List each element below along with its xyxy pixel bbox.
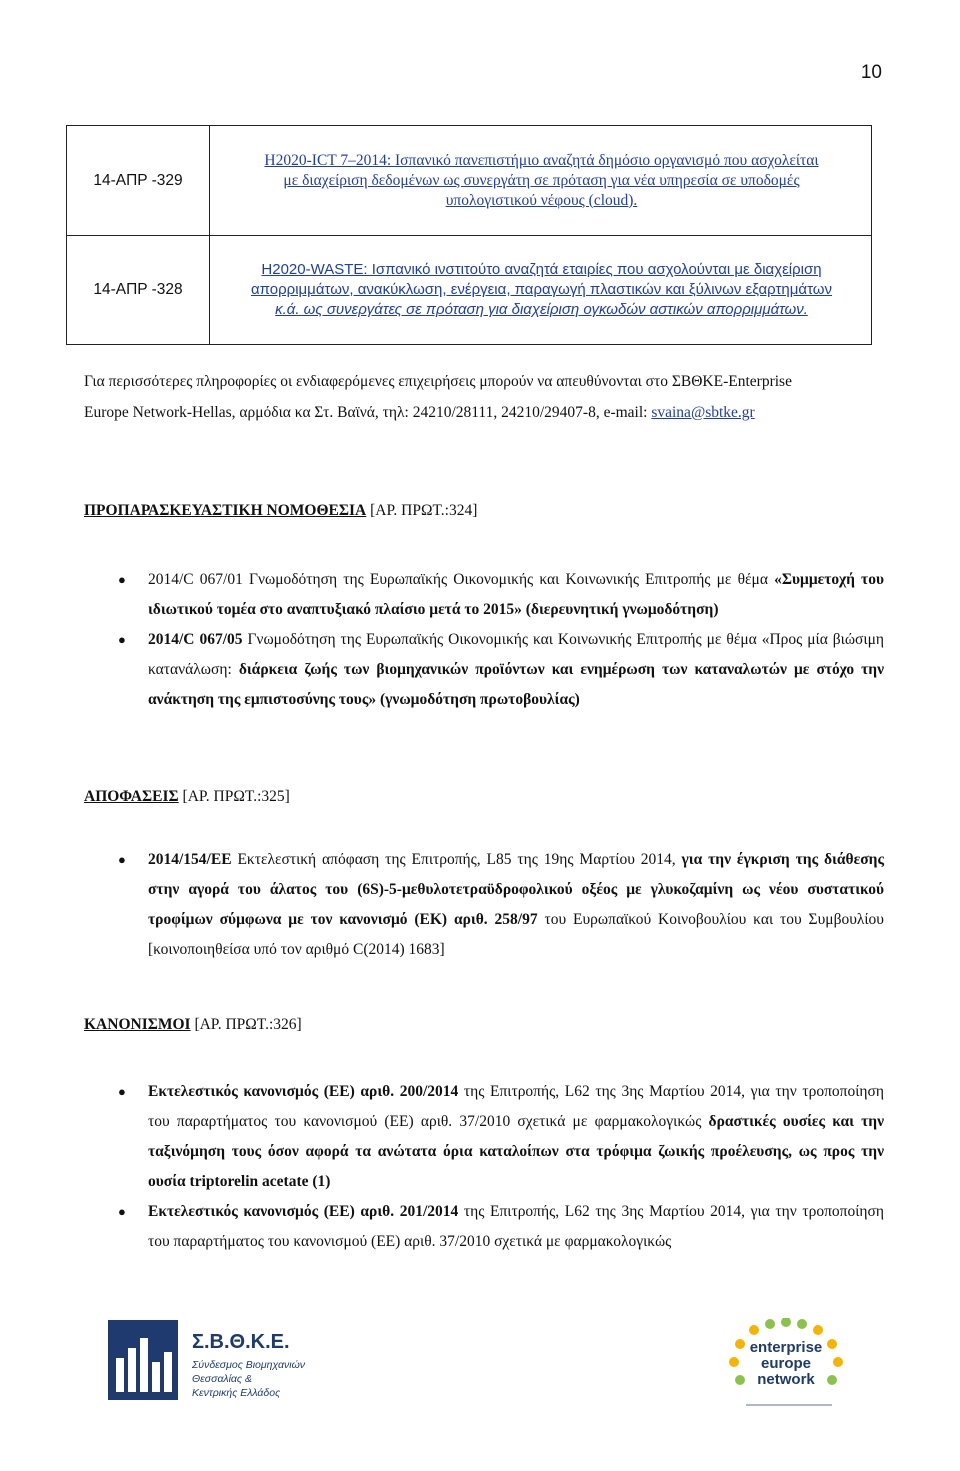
- contact-paragraph: [84, 366, 884, 428]
- table-row: [67, 126, 872, 236]
- item-text: Εκτελεστική απόφαση της Επιτροπής, L85 της 19ης Μαρτίου 2014,: [231, 851, 682, 868]
- opportunity-description: [210, 126, 872, 236]
- opportunity-link[interactable]: H2020-ICT 7–2014: Ισπανικό πανεπιστήμιο αναζητά δημόσιο οργανισμό που ασχολείται: [264, 151, 819, 169]
- een-logo-tagline: [746, 1404, 832, 1406]
- page-number: 10: [860, 62, 882, 83]
- item-bold-text: «Συμμετοχή του ιδιωτικού τομέα στο αναπτυξιακό πλαίσιο μετά το 2015» (διερευνητική: [148, 571, 885, 618]
- contact-text: Για περισσότερες πληροφορίες οι ενδιαφερόμενες επιχειρήσεις μπορούν να απευθύνονται στο ΣΒΘΚΕ-Enterprise: [84, 373, 792, 390]
- section-ref: [ΑΡ. ΠΡΩΤ.:326]: [190, 1016, 302, 1033]
- contact-text: Europe Network-Hellas, αρμόδια κα Στ. Βαϊνά, τηλ: 24210/28111, 24210/29407-8, e-mail:: [84, 404, 652, 421]
- section-ref: [ΑΡ. ΠΡΩΤ.:325]: [178, 788, 290, 805]
- section-heading-preparatory: [84, 502, 477, 520]
- item-bold-text: 2014/154/ΕΕ: [148, 851, 232, 868]
- section-ref: [ΑΡ. ΠΡΩΤ.:324]: [366, 502, 478, 519]
- item-bold-text: δραστικές ουσίες και την ταξινόμηση τους όσον αφορά τα ανώτατα όρια καταλοίπων στα τρόφιμα ζωικής προέλευσης, ως προς την ουσία triptorelin acetate (1): [148, 1113, 884, 1190]
- item-bold-text: Εκτελεστικός κανονισμός (ΕΕ) αριθ. 201/2014: [148, 1203, 459, 1220]
- list-item: [84, 565, 884, 625]
- item-text: του Ευρωπαϊκού Κοινοβουλίου και του Συμβουλίου [κοινοποιηθείσα υπό τον αριθμό C(2014) 1683]: [148, 911, 884, 958]
- bullet-icon: ●: [118, 1084, 126, 1099]
- item-text: 2014/C 067/01 Γνωμοδότηση της Ευρωπαϊκής Οικονομικής και Κοινωνικής Επιτροπής με θέμα: [148, 571, 768, 588]
- item-bold-text: 2014/C 067/05: [148, 631, 243, 648]
- opportunity-ref: 14-ΑΠΡ -329: [67, 126, 210, 236]
- opportunity-ref: 14-ΑΠΡ -328: [67, 236, 210, 345]
- item-bold-text: γνωμοδότηση): [622, 601, 719, 618]
- section-heading-decisions: [84, 788, 290, 806]
- section-title: ΑΠΟΦΑΣΕΙΣ: [84, 788, 179, 805]
- preparatory-list: [84, 565, 884, 715]
- opportunity-description: [210, 236, 872, 345]
- een-logo-line: network: [757, 1371, 815, 1388]
- opportunity-link[interactable]: με διαχείριση δεδομένων ως συνεργάτη σε πρόταση για νέα υπηρεσία σε υποδομές: [283, 171, 800, 189]
- sbtke-logo-bar: [164, 1352, 172, 1392]
- sbtke-logo-bar: [128, 1348, 136, 1392]
- een-logo: [726, 1318, 851, 1413]
- opportunity-link[interactable]: υπολογιστικού νέφους (cloud).: [445, 191, 638, 209]
- list-item: [84, 1077, 884, 1197]
- decisions-list: [84, 845, 884, 965]
- opportunities-table: [66, 125, 872, 345]
- sbtke-logo-line: Θεσσαλίας &: [192, 1373, 252, 1385]
- list-item: [84, 845, 884, 965]
- item-bold-text: για την έγκριση της διάθεσης στην αγορά του άλατος του (6S)-5-μεθυλοτετραϋδροφολικού οξέος με γλυκοζαμίνη ως νέου συστατικού τροφίμων σύμφωνα με τον κανονισμό (ΕΚ) αριθ. 258/97: [148, 851, 884, 928]
- list-item: [84, 625, 884, 715]
- section-title: ΠΡΟΠΑΡΑΣΚΕΥΑΣΤΙΚΗ ΝΟΜΟΘΕΣΙΑ: [84, 502, 367, 519]
- item-text: της Επιτροπής, L62 της 3ης Μαρτίου 2014, για την τροποποίηση του παραρτήματος του κανονισμού (ΕΕ) αριθ. 37/2010 σχετικά με φαρμακολογικώς: [148, 1203, 884, 1250]
- regulations-list: [84, 1077, 884, 1257]
- sbtke-logo-line: Κεντρικής Ελλάδος: [192, 1387, 281, 1399]
- sbtke-logo-title: Σ.Β.Θ.Κ.Ε.: [192, 1331, 290, 1353]
- sbtke-logo-line: Σύνδεσμος Βιομηχανιών: [192, 1359, 306, 1371]
- item-bold-text: διάρκεια ζωής των βιομηχανικών προϊόντων και ενημέρωση των καταναλωτών με στόχο την ανάκτηση της εμπιστοσύνης τους» (γνωμοδότηση πρωτοβουλίας): [148, 661, 884, 708]
- section-heading-regulations: [84, 1016, 302, 1034]
- item-bold-text: Εκτελεστικός κανονισμός (ΕΕ) αριθ. 200/2014: [148, 1083, 459, 1100]
- opportunity-link[interactable]: κ.ά. ως συνεργάτες σε πρόταση για διαχείριση ογκωδών αστικών απορριμμάτων.: [275, 301, 808, 318]
- list-item: [84, 1197, 884, 1257]
- bullet-icon: ●: [118, 632, 126, 647]
- opportunity-link[interactable]: H2020-WASTE: Ισπανικό ινστιτούτο αναζητά εταιρίες που ασχολούνται με διαχείριση: [261, 261, 822, 278]
- sbtke-logo: [108, 1318, 308, 1402]
- section-title: ΚΑΝΟΝΙΣΜΟΙ: [84, 1016, 191, 1033]
- bullet-icon: ●: [118, 572, 126, 587]
- sbtke-logo-bar: [140, 1338, 148, 1392]
- email-link[interactable]: svaina@sbtke.gr: [651, 404, 755, 421]
- opportunity-link[interactable]: απορριμμάτων, ανακύκλωση, ενέργεια, παραγωγή πλαστικών και ξύλινων εξαρτημάτων: [250, 281, 833, 298]
- item-text: της Επιτροπής, L62 της 3ης Μαρτίου 2014, για την τροποποίηση του παραρτήματος του κανονισμού (ΕΕ) αριθ. 37/2010 σχετικά με φαρμακολογικώς: [148, 1083, 884, 1130]
- sbtke-logo-bar: [116, 1358, 124, 1392]
- bullet-icon: ●: [118, 1204, 126, 1219]
- item-text: Γνωμοδότηση της Ευρωπαϊκής Οικονομικής και Κοινωνικής Επιτροπής με θέμα «Προς μία βιώσιμη κατανάλωση:: [148, 631, 884, 678]
- sbtke-logo-bar: [152, 1362, 160, 1392]
- bullet-icon: ●: [118, 852, 126, 867]
- een-logo-line: europe: [760, 1355, 812, 1372]
- table-row: [67, 236, 872, 345]
- een-logo-line: enterprise: [749, 1339, 823, 1356]
